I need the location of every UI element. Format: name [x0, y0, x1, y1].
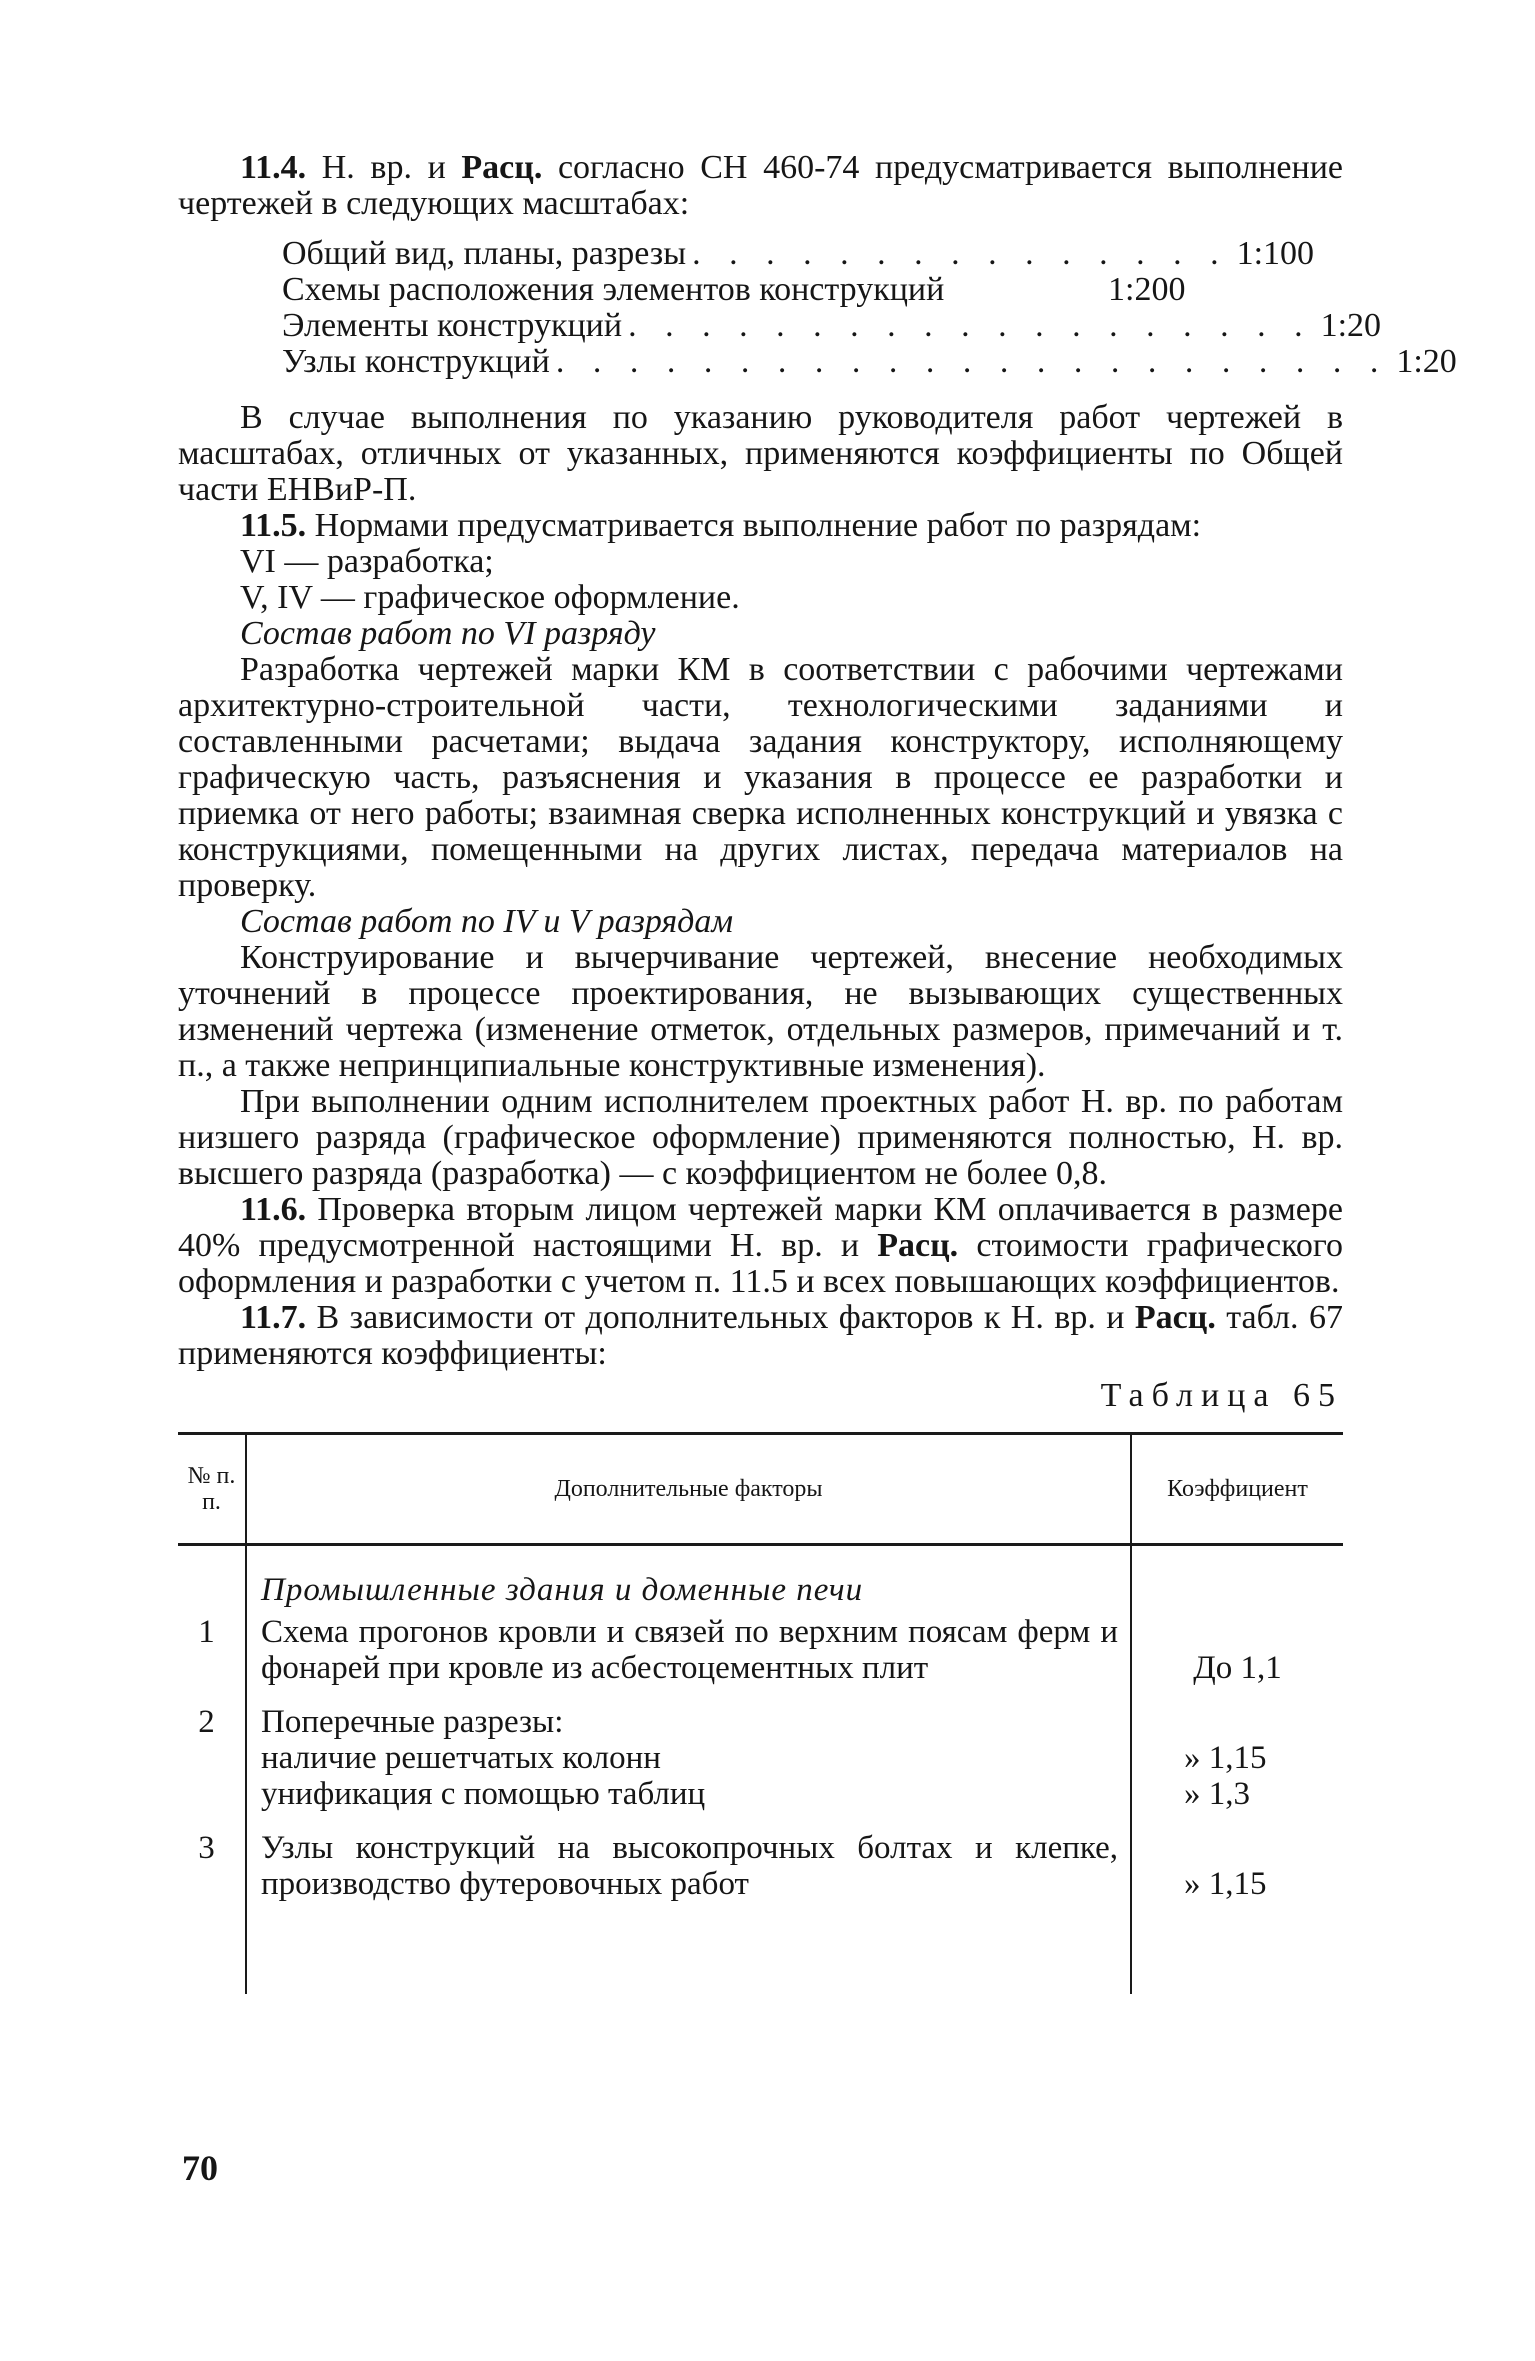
page-body: [178, 149, 1457, 1994]
table-section-row: [178, 1545, 1343, 1615]
clause-number: 11.6.: [240, 1191, 307, 1228]
scale-row: Элементы конструкций . . . . . . . . . . . . . . . . . . . 1:20: [282, 307, 1382, 344]
paragraph-case: В случае выполнения по указанию руководителя работ чертежей в масштабах, отличных от указанных, применяются коэффициенты по Общей части ЕНВиР-П.: [178, 399, 1343, 508]
row-coefficient: До 1,1: [1131, 1614, 1343, 1686]
clause-number: 11.5.: [240, 507, 307, 544]
row-number: [178, 1776, 246, 1812]
scale-row: Общий вид, планы, разрезы . . . . . . . . . . . . . . . 1:100: [282, 235, 1315, 272]
scale-list: [282, 235, 1457, 380]
table-row: [178, 1704, 1343, 1740]
row-number: 2: [178, 1704, 246, 1740]
header-coefficient: Коэффициент: [1131, 1434, 1343, 1545]
row-coefficient: [1131, 1704, 1343, 1740]
row-factor: наличие решетчатых колонн: [261, 1740, 661, 1776]
row-factor: Узлы конструкций на высокопрочных болтах и клепке, производство футеровочных работ: [261, 1830, 1118, 1902]
grade-4-5-line: V, IV — графическое оформление.: [240, 579, 740, 616]
paragraph-grade-4-5: Конструирование и вычерчивание чертежей, внесение необходимых уточнений в процессе проектирования, не вызывающих существенных изменений чертежа (изменение отметок, отдельных размеров, примечаний и т. п., а также непринципиальные конструктивные изменения).: [178, 939, 1343, 1084]
grade-6-line: VI — разработка;: [240, 543, 494, 580]
clause-number: 11.7.: [240, 1299, 307, 1336]
paragraph-11-4: 11.4. Н. вр. и Расц. согласно СН 460-74 предусматривается выполнение чертежей в следующих масштабах:: [178, 149, 1343, 222]
table-caption: Таблица 65: [1100, 1377, 1343, 1414]
paragraph-11-7: 11.7. В зависимости от дополнительных факторов к Н. вр. и Расц. табл. 67 применяются коэффициенты:: [178, 1299, 1343, 1372]
row-number: 3: [178, 1830, 246, 1902]
scale-row: Узлы конструкций . . . . . . . . . . . . . . . . . . . . . . . 1:20: [282, 343, 1457, 380]
row-number: [178, 1740, 246, 1776]
subheading-grade-6: Состав работ по VI разряду: [240, 615, 656, 652]
subheading-grade-4-5: Состав работ по IV и V разрядам: [240, 903, 734, 940]
header-number: № п. п.: [178, 1434, 246, 1545]
table-row: [178, 1830, 1343, 1902]
section-title: Промышленные здания и доменные печи: [261, 1572, 864, 1608]
table-row: [178, 1614, 1343, 1686]
row-coefficient: » 1,3: [1131, 1776, 1343, 1812]
row-coefficient: » 1,15: [1131, 1740, 1343, 1776]
coefficients-table: [178, 1432, 1343, 1994]
paragraph-11-6: 11.6. Проверка вторым лицом чертежей марки КМ оплачивается в размере 40% предусмотренной настоящими Н. вр. и Расц. стоимости графического оформления и разработки с учетом п. 11.5 и всех повышающих коэффициентов.: [178, 1191, 1343, 1300]
table-row: [178, 1740, 1343, 1776]
table-header-row: [178, 1434, 1343, 1545]
row-factor: унификация с помощью таблиц: [261, 1776, 706, 1812]
clause-number: 11.4.: [240, 149, 307, 186]
row-coefficient: » 1,15: [1131, 1830, 1343, 1902]
scale-row: Схемы расположения элементов конструкций 1:200: [282, 271, 1186, 308]
paragraph-grade-6: Разработка чертежей марки КМ в соответствии с рабочими чертежами архитектурно-строительной части, технологическими заданиями и составленными расчетами; выдача задания конструктору, исполняющему графическую часть, разъяснения и указания в процессе ее разработки и приемка от него работы; взаимная сверка исполненных конструкций и увязка с конструкциями, помещенными на других листах, передача материалов на проверку.: [178, 651, 1343, 904]
row-factor: Поперечные разрезы:: [261, 1704, 564, 1740]
paragraph-11-5: 11.5. Нормами предусматривается выполнение работ по разрядам:: [240, 507, 1202, 544]
row-factor: Схема прогонов кровли и связей по верхним поясам ферм и фонарей при кровле из асбестоцементных плит: [261, 1614, 1118, 1686]
header-factors: Дополнительные факторы: [246, 1434, 1131, 1545]
row-number: 1: [178, 1614, 246, 1686]
page-number: 70: [182, 2148, 218, 2188]
table-row: [178, 1776, 1343, 1812]
paragraph-single-performer: При выполнении одним исполнителем проектных работ Н. вр. по работам низшего разряда (графическое оформление) применяются полностью, Н. вр. высшего разряда (разработка) — с коэффициентом не более 0,8.: [178, 1083, 1343, 1192]
